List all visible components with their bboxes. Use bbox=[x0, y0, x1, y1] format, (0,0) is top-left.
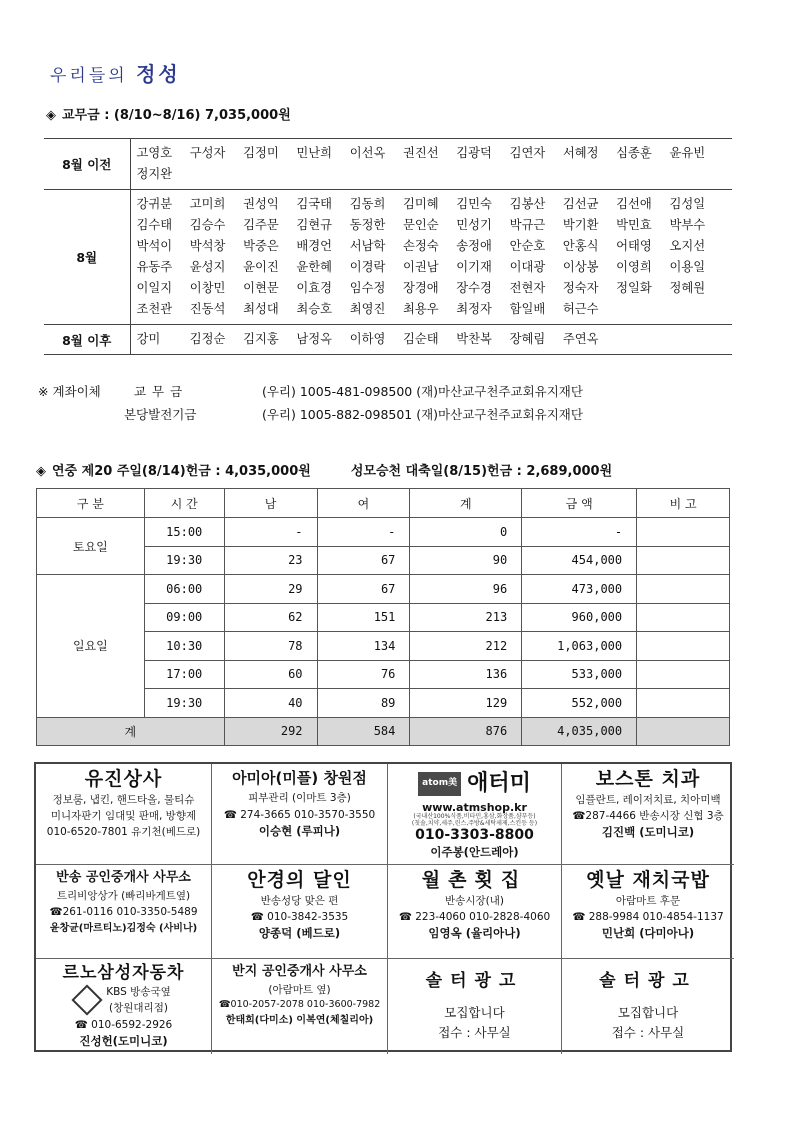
ad-line: ☎ 223-4060 010-2828-4060 bbox=[398, 910, 551, 923]
donor-name: 김성일 bbox=[669, 197, 706, 211]
amount-cell: 4,035,000 bbox=[522, 717, 637, 746]
ad-title: 애터미 bbox=[467, 771, 531, 796]
donor-name: 윤이진 bbox=[243, 260, 279, 274]
female-cell: 584 bbox=[317, 717, 410, 746]
ad-boston-dental bbox=[562, 764, 734, 865]
account-detail: (우리) 1005-882-098501 (재)마산교구천주교회유지재단 bbox=[261, 407, 583, 422]
amount-cell: 960,000 bbox=[522, 603, 637, 632]
ad-person: 민난희 (다미아나) bbox=[601, 926, 695, 941]
donor-name: 문인순 bbox=[402, 218, 439, 232]
ad-line: ☎ 010-3842-3535 bbox=[250, 910, 349, 923]
amount-cell: 552,000 bbox=[522, 689, 637, 718]
donor-name: 이대광 bbox=[509, 260, 546, 274]
names-row bbox=[44, 190, 732, 325]
ad-glasses bbox=[212, 865, 388, 959]
time-cell: 15:00 bbox=[144, 518, 224, 547]
ad-amiya bbox=[212, 764, 388, 865]
ad-line: 정보룸, 냅킨, 핸드타올, 물티슈 bbox=[52, 793, 195, 806]
time-cell: 06:00 bbox=[144, 575, 224, 604]
male-cell: 40 bbox=[224, 689, 317, 718]
ad-line: (창원대리점) bbox=[109, 1002, 168, 1015]
male-cell: 78 bbox=[224, 632, 317, 661]
ad-line: 반송성당 맞은 편 bbox=[260, 894, 339, 907]
donor-name: 이일지 bbox=[136, 281, 173, 295]
donor-name: 최용우 bbox=[402, 302, 439, 316]
donor-name: 심종훈 bbox=[616, 146, 652, 160]
names-row bbox=[44, 325, 732, 355]
ad-bansong-realty bbox=[36, 865, 212, 959]
ad-title: 보스톤 치과 bbox=[595, 768, 701, 790]
total-cell: 212 bbox=[410, 632, 522, 661]
ad-line: 모집합니다 bbox=[617, 1004, 679, 1020]
ad-person: 이주봉(안드레아) bbox=[430, 845, 519, 860]
male-cell: - bbox=[224, 518, 317, 547]
donor-name: 이현문 bbox=[243, 281, 279, 295]
note-cell bbox=[637, 518, 730, 547]
col-header: 여 bbox=[317, 489, 410, 518]
day-cell: 토요일 bbox=[37, 518, 145, 575]
total-cell: 0 bbox=[410, 518, 522, 547]
attendance-table bbox=[36, 488, 730, 746]
donor-name: 이하영 bbox=[349, 332, 386, 346]
ad-title: 반송 공인중개사 사무소 bbox=[56, 870, 191, 885]
donor-name: 주연옥 bbox=[562, 332, 599, 346]
donor-name: 허근수 bbox=[562, 302, 599, 316]
donor-name: 김수태 bbox=[136, 218, 173, 232]
total-cell: 96 bbox=[410, 575, 522, 604]
ad-line: ☎287-4466 반송시장 신협 3층 bbox=[572, 809, 724, 822]
donor-name: 이경락 bbox=[349, 260, 386, 274]
attendance-heading-text2: 성모승천 대축일(8/15)헌금 : 2,689,000원 bbox=[350, 464, 613, 479]
donor-name: 권성익 bbox=[243, 197, 279, 211]
donor-name: 이효경 bbox=[296, 281, 333, 295]
page-title-main: 정성 bbox=[136, 62, 181, 86]
donor-name: 최정자 bbox=[456, 302, 492, 316]
diamond-icon: ◈ bbox=[36, 464, 46, 479]
donor-name: 유동주 bbox=[136, 260, 173, 274]
ad-line: 트리비앙상가 (빠리바게트옆) bbox=[56, 890, 191, 903]
donor-name: 민난희 bbox=[296, 146, 333, 160]
female-cell: - bbox=[317, 518, 410, 547]
time-cell: 17:00 bbox=[144, 660, 224, 689]
ad-title: 솔터광고 bbox=[599, 971, 697, 991]
note-cell bbox=[637, 575, 730, 604]
offering-heading bbox=[46, 104, 291, 123]
donor-name: 박중은 bbox=[243, 239, 279, 253]
donor-name: 김순태 bbox=[402, 332, 439, 346]
donor-name: 남정옥 bbox=[296, 332, 333, 346]
total-cell: 136 bbox=[410, 660, 522, 689]
donor-name: 박기환 bbox=[562, 218, 599, 232]
donor-name: 박석창 bbox=[189, 239, 226, 253]
account-label: 본당발전기금 bbox=[123, 407, 197, 422]
atomy-header bbox=[388, 767, 561, 801]
account-row bbox=[38, 405, 583, 423]
donor-name: 임수정 bbox=[349, 281, 386, 295]
ad-person: 김진백 (도미니코) bbox=[601, 825, 695, 840]
amount-cell: 454,000 bbox=[522, 546, 637, 575]
amount-cell: 533,000 bbox=[522, 660, 637, 689]
ad-person: 윤창균(마르티노)김정숙 (사비나) bbox=[49, 922, 198, 934]
col-header: 비 고 bbox=[637, 489, 730, 518]
ad-renault bbox=[36, 959, 212, 1054]
donor-name: 김봉산 bbox=[509, 197, 546, 211]
amount-cell: 1,063,000 bbox=[522, 632, 637, 661]
ad-title: 솔터광고 bbox=[425, 971, 524, 991]
ad-title: 옛날 재치국밥 bbox=[586, 869, 710, 891]
donor-name: 김승수 bbox=[189, 218, 226, 232]
ads-grid bbox=[34, 762, 732, 1052]
ad-small-text: (국내산100%식품,비타민,홍삼,화장품,샴푸등) bbox=[413, 813, 536, 821]
diamond-icon: ◈ bbox=[46, 108, 56, 123]
donor-name: 정일화 bbox=[616, 281, 652, 295]
donor-name: 장수경 bbox=[456, 281, 492, 295]
ad-website: www.atmshop.kr bbox=[422, 801, 527, 815]
donor-name: 박민효 bbox=[616, 218, 652, 232]
time-cell: 19:30 bbox=[144, 689, 224, 718]
col-header: 남 bbox=[224, 489, 317, 518]
donor-name: 김주문 bbox=[243, 218, 279, 232]
account-mark: ※ 계좌이체 bbox=[38, 384, 101, 399]
page-title bbox=[50, 58, 181, 87]
male-cell: 23 bbox=[224, 546, 317, 575]
donor-name: 서혜정 bbox=[562, 146, 599, 160]
donor-name: 정혜원 bbox=[669, 281, 706, 295]
time-cell: 19:30 bbox=[144, 546, 224, 575]
donor-name: 함일배 bbox=[509, 302, 546, 316]
donor-name: 송정애 bbox=[456, 239, 492, 253]
donor-name: 이영희 bbox=[616, 260, 652, 274]
donor-name: 김광덕 bbox=[456, 146, 492, 160]
account-row bbox=[38, 382, 583, 400]
donor-name: 최영진 bbox=[349, 302, 386, 316]
ad-line: (아람마트 옆) bbox=[268, 984, 331, 997]
donor-name: 이기재 bbox=[456, 260, 492, 274]
donor-name: 최승호 bbox=[296, 302, 333, 316]
ad-person: 진성헌(도미니코) bbox=[79, 1033, 168, 1048]
atomy-logo: atom美 bbox=[418, 772, 461, 796]
donor-name: 조천관 bbox=[136, 302, 173, 316]
total-cell: 129 bbox=[410, 689, 522, 718]
ad-title: 유진상사 bbox=[84, 768, 163, 790]
names-list bbox=[130, 190, 732, 325]
total-cell: 90 bbox=[410, 546, 522, 575]
ad-line: 미니자판기 임대및 판매, 방향제 bbox=[50, 809, 197, 822]
donor-name: 강귀분 bbox=[136, 197, 173, 211]
ad-title: 안경의 달인 bbox=[247, 869, 352, 891]
donor-name: 윤한혜 bbox=[296, 260, 333, 274]
names-list bbox=[130, 139, 732, 190]
offering-names-table bbox=[44, 138, 732, 355]
ad-line: KBS 방송국옆 bbox=[106, 986, 171, 999]
account-label: 교 무 금 bbox=[133, 384, 184, 399]
female-cell: 89 bbox=[317, 689, 410, 718]
donor-name: 김정순 bbox=[189, 332, 226, 346]
ad-banji-realty bbox=[212, 959, 388, 1054]
note-cell bbox=[637, 717, 730, 746]
ad-line: 010-6520-7801 유기천(베드로) bbox=[46, 826, 201, 839]
names-category: 8월 bbox=[44, 190, 130, 325]
female-cell: 134 bbox=[317, 632, 410, 661]
male-cell: 29 bbox=[224, 575, 317, 604]
donor-name: 어태영 bbox=[616, 239, 652, 253]
donor-name: 김국태 bbox=[296, 197, 333, 211]
account-detail: (우리) 1005-481-098500 (재)마산교구천주교회유지재단 bbox=[261, 384, 583, 399]
donor-name: 안순호 bbox=[509, 239, 546, 253]
donor-name: 정숙자 bbox=[562, 281, 599, 295]
donor-name: 고영호 bbox=[136, 146, 173, 160]
names-list bbox=[130, 325, 732, 355]
donor-name: 구성자 bbox=[189, 146, 226, 160]
donor-name: 김지홍 bbox=[243, 332, 279, 346]
donor-name: 고미희 bbox=[189, 197, 226, 211]
ad-car-row bbox=[36, 984, 211, 1017]
attendance-header-row bbox=[37, 489, 730, 518]
ad-small-text: (칫솔,치약,세주,린스,주방&세탁세제,스킨등 등) bbox=[411, 819, 538, 827]
donor-name: 정지완 bbox=[136, 167, 173, 181]
col-header: 구 분 bbox=[37, 489, 145, 518]
donor-name: 이선옥 bbox=[349, 146, 386, 160]
donor-name: 전현자 bbox=[509, 281, 546, 295]
ad-line: 아람마트 후문 bbox=[615, 894, 681, 907]
amount-cell: 473,000 bbox=[522, 575, 637, 604]
donor-name: 박규근 bbox=[509, 218, 546, 232]
time-cell: 09:00 bbox=[144, 603, 224, 632]
donor-name: 안홍식 bbox=[562, 239, 599, 253]
donor-name: 김선애 bbox=[616, 197, 652, 211]
donor-name: 김미혜 bbox=[402, 197, 439, 211]
female-cell: 151 bbox=[317, 603, 410, 632]
donor-name: 손정숙 bbox=[402, 239, 439, 253]
female-cell: 67 bbox=[317, 546, 410, 575]
donor-name: 이용일 bbox=[669, 260, 706, 274]
time-cell: 10:30 bbox=[144, 632, 224, 661]
ad-person: 양종덕 (베드로) bbox=[258, 926, 341, 941]
ad-line: ☎ 010-6592-2926 bbox=[74, 1018, 173, 1031]
names-row bbox=[44, 139, 732, 190]
names-category: 8월 이후 bbox=[44, 325, 130, 355]
amount-cell: - bbox=[522, 518, 637, 547]
attendance-heading bbox=[36, 460, 612, 479]
ad-line: ☎010-2057-2078 010-3600-7982 bbox=[218, 999, 381, 1011]
donor-name: 배경언 bbox=[296, 239, 333, 253]
donor-name: 김동희 bbox=[349, 197, 386, 211]
donor-name: 최성대 bbox=[243, 302, 279, 316]
ad-title: 아미아(미플) 창원점 bbox=[232, 769, 367, 787]
note-cell bbox=[637, 603, 730, 632]
ad-line: 피부관리 (이마트 3층) bbox=[248, 792, 351, 805]
donor-name: 이상봉 bbox=[562, 260, 599, 274]
donor-name: 이권남 bbox=[402, 260, 439, 274]
note-cell bbox=[637, 632, 730, 661]
total-cell: 876 bbox=[410, 717, 522, 746]
col-header: 시 간 bbox=[144, 489, 224, 518]
total-cell: 213 bbox=[410, 603, 522, 632]
donor-name: 김선균 bbox=[562, 197, 599, 211]
donor-name: 민성기 bbox=[456, 218, 492, 232]
ad-line: 접수 : 사무실 bbox=[438, 1024, 511, 1040]
ad-title: 월촌횟집 bbox=[421, 869, 528, 891]
note-cell bbox=[637, 546, 730, 575]
donor-name: 김연자 bbox=[509, 146, 546, 160]
donor-name: 강미 bbox=[136, 332, 161, 346]
female-cell: 67 bbox=[317, 575, 410, 604]
total-label: 계 bbox=[37, 717, 225, 746]
female-cell: 76 bbox=[317, 660, 410, 689]
donor-name: 윤유빈 bbox=[669, 146, 706, 160]
ad-person: 이승현 (루피나) bbox=[258, 823, 341, 838]
ad-line: 접수 : 사무실 bbox=[611, 1024, 685, 1040]
donor-name: 박부수 bbox=[669, 218, 706, 232]
note-cell bbox=[637, 660, 730, 689]
donor-name: 권진선 bbox=[402, 146, 439, 160]
col-header: 금 액 bbox=[522, 489, 637, 518]
donor-name: 장혜림 bbox=[509, 332, 546, 346]
attendance-row bbox=[37, 575, 730, 604]
ad-solter-1 bbox=[388, 959, 562, 1054]
ad-line: 임플란트, 레이저치료, 치아미백 bbox=[575, 793, 721, 806]
ad-yujin bbox=[36, 764, 212, 865]
donor-name: 윤성지 bbox=[189, 260, 226, 274]
donor-name: 장경애 bbox=[402, 281, 439, 295]
attendance-heading-text: 연중 제20 주일(8/14)헌금 : 4,035,000원 bbox=[52, 464, 311, 479]
ad-line: ☎261-0116 010-3350-5489 bbox=[49, 906, 198, 919]
attendance-total-row bbox=[37, 717, 730, 746]
donor-name: 박찬복 bbox=[456, 332, 492, 346]
donor-name: 서남학 bbox=[349, 239, 386, 253]
attendance-row bbox=[37, 518, 730, 547]
day-cell: 일요일 bbox=[37, 575, 145, 718]
donor-name: 김정미 bbox=[243, 146, 279, 160]
male-cell: 292 bbox=[224, 717, 317, 746]
donor-name: 김민숙 bbox=[456, 197, 492, 211]
ad-line: 모집합니다 bbox=[444, 1004, 505, 1020]
male-cell: 62 bbox=[224, 603, 317, 632]
ad-phone: ☎ 274-3665 010-3570-3550 bbox=[223, 808, 376, 821]
car-logo-icon bbox=[72, 985, 103, 1016]
donor-name: 진동석 bbox=[189, 302, 226, 316]
page-title-prefix: 우리들의 bbox=[50, 66, 137, 86]
donor-name: 김현규 bbox=[296, 218, 333, 232]
donor-name: 이창민 bbox=[189, 281, 226, 295]
ad-title: 르노삼성자동차 bbox=[62, 963, 185, 983]
ad-line: 반송시장(내) bbox=[445, 894, 504, 907]
col-header: 계 bbox=[410, 489, 522, 518]
ad-person: 한태희(다미소) 이복연(체칠리아) bbox=[225, 1015, 374, 1027]
ad-atomy bbox=[388, 764, 562, 865]
note-cell bbox=[637, 689, 730, 718]
male-cell: 60 bbox=[224, 660, 317, 689]
ad-person: 임영옥 (율리아나) bbox=[428, 926, 521, 941]
ad-line: ☎ 288-9984 010-4854-1137 bbox=[572, 910, 724, 923]
ad-phone: 010-3303-8800 bbox=[415, 827, 534, 844]
names-category: 8월 이전 bbox=[44, 139, 130, 190]
donor-name: 박석이 bbox=[136, 239, 173, 253]
ad-title: 반지 공인중개사 사무소 bbox=[232, 964, 367, 979]
ad-sashimi bbox=[388, 865, 562, 959]
donor-name: 오지선 bbox=[669, 239, 706, 253]
offering-heading-text: 교무금 : (8/10~8/16) 7,035,000원 bbox=[62, 108, 291, 123]
donor-name: 동정한 bbox=[349, 218, 386, 232]
ad-solter-2 bbox=[562, 959, 734, 1054]
ad-gukbap bbox=[562, 865, 734, 959]
